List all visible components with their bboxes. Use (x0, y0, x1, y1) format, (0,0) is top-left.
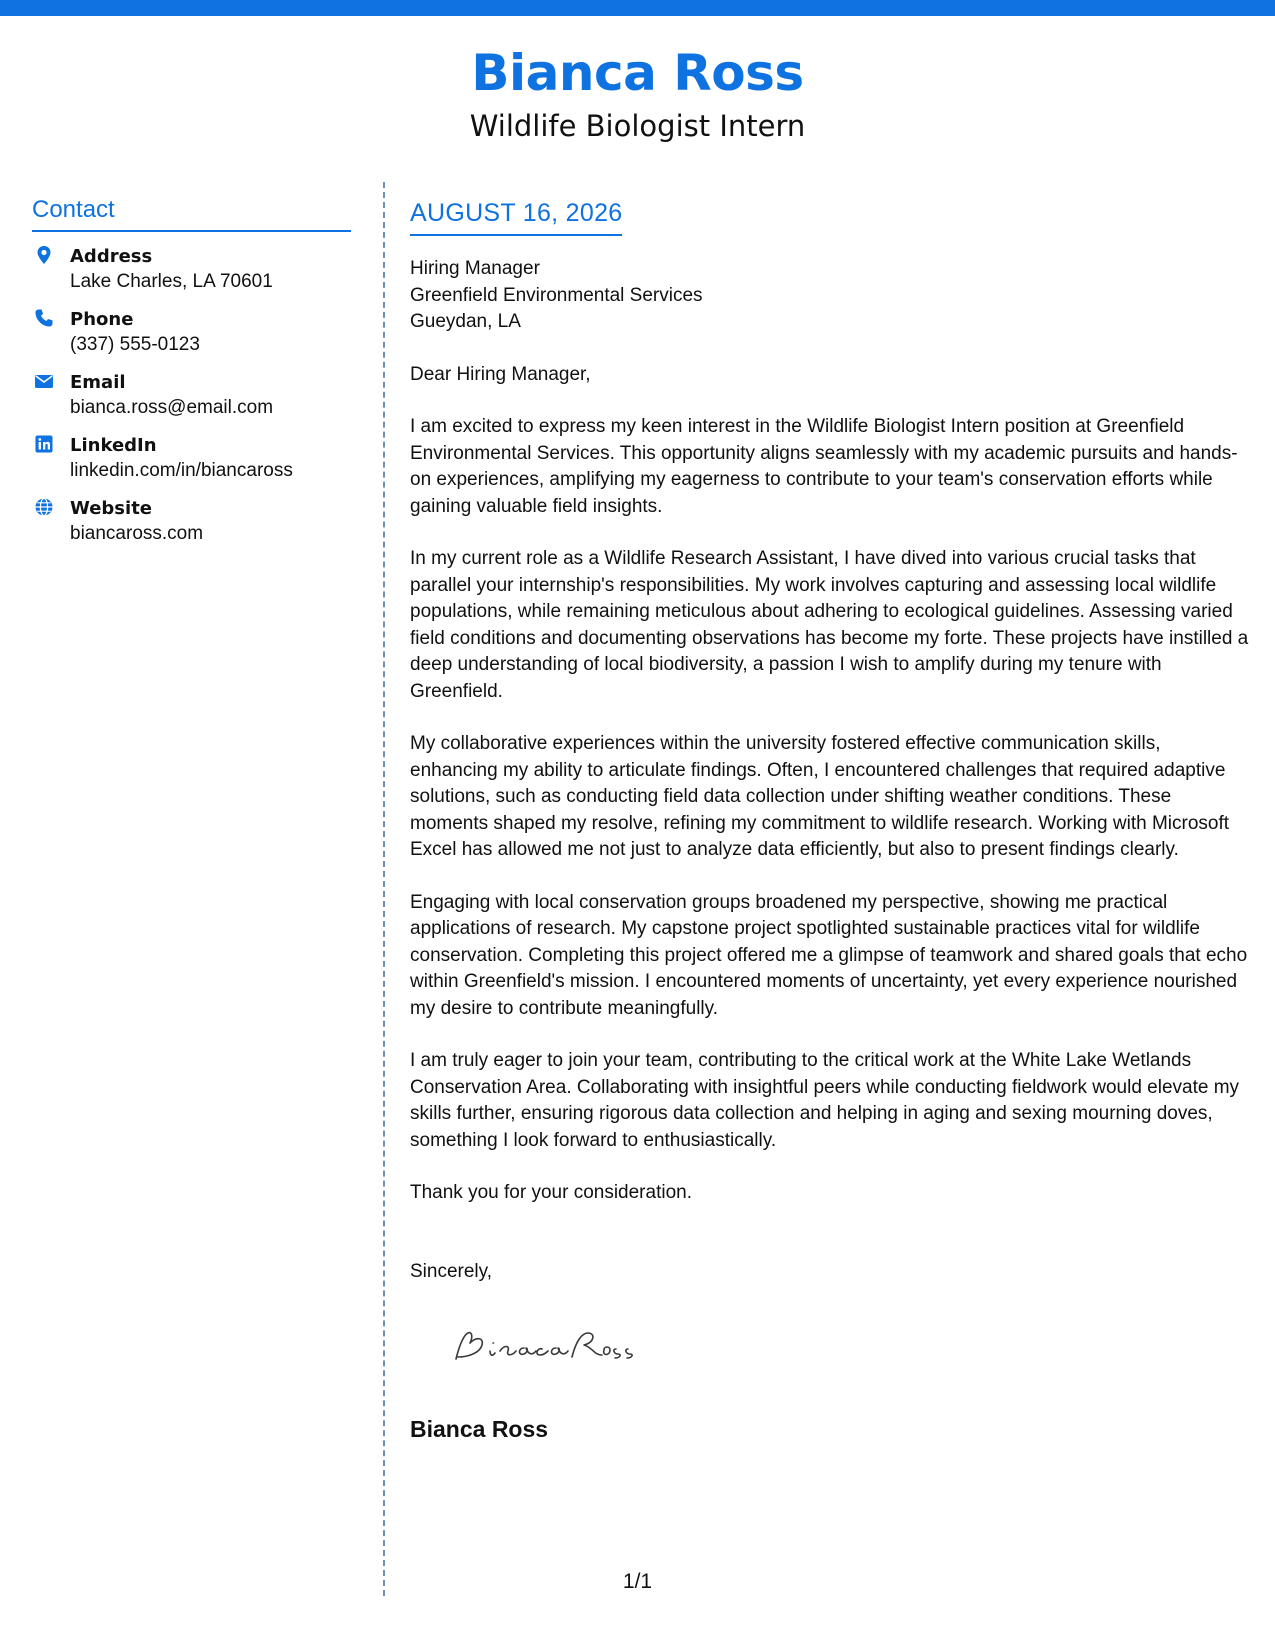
contact-heading: Contact (32, 193, 351, 232)
recipient-line: Hiring Manager (410, 258, 540, 279)
closing-line: Sincerely, (410, 1260, 493, 1282)
recipient-line: Gueydan, LA (410, 311, 521, 332)
signer-name: Bianca Ross (410, 1415, 549, 1442)
contact-item-phone (32, 307, 351, 370)
contact-label: Address (70, 246, 153, 267)
contact-value: Lake Charles, LA 70601 (70, 271, 273, 292)
contact-value: biancaross.com (70, 523, 204, 544)
body-paragraph: I am excited to express my keen interest in the Wildlife Biologist Intern position at Greenfield Environmental Services. This opportunity aligns seamlessly with my academic pursuits and hands-on experiences, amplifying my eagerness to contribute to your team's conservation efforts while gaining valuable field insights. (410, 416, 1238, 517)
contact-label: LinkedIn (70, 435, 157, 456)
contact-item-email (32, 370, 351, 433)
contact-label: Website (70, 498, 153, 519)
contact-label: Phone (70, 309, 134, 330)
applicant-name: Bianca Ross (471, 44, 804, 102)
top-accent-bar (0, 0, 1275, 16)
contact-item-address (32, 244, 351, 307)
letter-header (0, 38, 1275, 144)
globe-icon (34, 497, 54, 517)
contact-value: linkedin.com/in/biancaross (70, 460, 293, 481)
envelope-icon (34, 371, 54, 391)
recipient-line: Greenfield Environmental Services (410, 284, 703, 306)
page-number: 1/1 (622, 1570, 653, 1593)
salutation: Dear Hiring Manager, (410, 363, 591, 385)
applicant-job-title: Wildlife Biologist Intern (469, 109, 806, 143)
linkedin-icon (34, 434, 54, 454)
contact-item-website (32, 496, 351, 559)
body-paragraph: Engaging with local conservation groups broadened my perspective, showing me practical applications of research. My capstone project spotlighted sustainable practices vital for wildlife conservation. Completing this project offered me a glimpse of teamwork and shared goals that echo within Greenfield's mission. I encountered moments of uncertainty, yet every experience nourished my desire to contribute meaningfully. (410, 891, 1248, 1019)
column-divider (383, 182, 385, 1596)
handwritten-signature (446, 1321, 646, 1373)
contact-value: bianca.ross@email.com (70, 397, 274, 418)
contact-item-linkedin (32, 433, 351, 496)
contact-value: (337) 555-0123 (70, 334, 200, 355)
contact-list (32, 244, 351, 559)
phone-icon (34, 308, 54, 328)
contact-sidebar (32, 193, 351, 559)
map-pin-icon (34, 245, 54, 265)
recipient-block (410, 256, 1250, 336)
body-paragraph: In my current role as a Wildlife Research Assistant, I have dived into various crucial tasks that parallel your internship's responsibilities. My work involves capturing and assessing local wildlife populations, while remaining meticulous about adhering to ecological guidelines. Assessing varied field conditions and documenting observations has become my forte. These projects have instilled a deep understanding of local biodiversity, a passion I wish to amplify during my tenure with Greenfield. (410, 548, 1249, 702)
contact-label: Email (70, 372, 126, 393)
letter-date: AUGUST 16, 2026 (410, 196, 622, 236)
thank-you-line: Thank you for your consideration. (410, 1182, 692, 1203)
body-paragraph: My collaborative experiences within the university fostered effective communication skills, enhancing my ability to articulate findings. Often, I encountered challenges that required adaptive solutions, such as conducting field data collection under shifting weather conditions. These moments shaped my resolve, refining my commitment to wildlife research. Working with Microsoft Excel has allowed me not just to analyze data efficiently, but also to present findings clearly. (410, 733, 1230, 860)
body-paragraph: I am truly eager to join your team, contributing to the critical work at the White Lake Wetlands Conservation Area. Collaborating with insightful peers while conducting fieldwork would elevate my skills further, ensuring rigorous data collection and helping in aging and sexing mourning doves, something I look forward to enthusiastically. (410, 1050, 1240, 1151)
letter-body (410, 196, 1250, 1444)
